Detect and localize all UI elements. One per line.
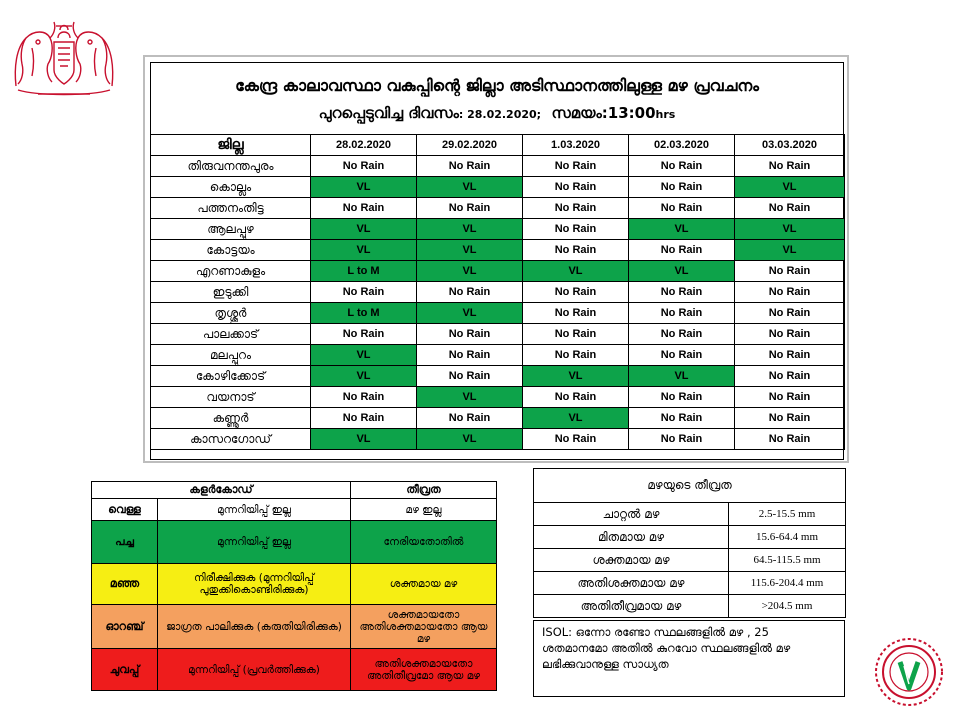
colour-intensity: അതിശക്തമായതോ അതിതീവ്രമോ ആയ മഴ	[351, 649, 497, 691]
forecast-cell: L to M	[311, 303, 417, 324]
district-name: കാസറഗോഡ്	[151, 429, 311, 450]
intensity-header: തീവ്രത	[351, 482, 497, 499]
time-label: സമയം	[551, 104, 602, 122]
forecast-cell: No Rain	[523, 303, 629, 324]
forecast-cell: No Rain	[523, 240, 629, 261]
district-name: പത്തനംതിട്ട	[151, 198, 311, 219]
forecast-cell: VL	[735, 240, 845, 261]
intensity-range: >204.5 mm	[729, 595, 846, 618]
table-row	[151, 219, 845, 240]
forecast-cell: No Rain	[735, 366, 845, 387]
intensity-row	[534, 549, 846, 572]
district-name: ഇടുക്കി	[151, 282, 311, 303]
intensity-row	[534, 595, 846, 618]
table-row	[151, 177, 845, 198]
date-header: 02.03.2020	[629, 135, 735, 156]
district-name: കോട്ടയം	[151, 240, 311, 261]
forecast-cell: No Rain	[629, 198, 735, 219]
forecast-cell: VL	[417, 387, 523, 408]
forecast-cell: No Rain	[417, 366, 523, 387]
time-value: :13:00	[601, 104, 656, 122]
forecast-cell: No Rain	[311, 408, 417, 429]
forecast-cell: VL	[523, 261, 629, 282]
forecast-cell: VL	[311, 366, 417, 387]
intensity-range: 115.6-204.4 mm	[729, 572, 846, 595]
forecast-cell: VL	[417, 261, 523, 282]
forecast-cell: No Rain	[523, 282, 629, 303]
time-unit: hrs	[655, 108, 676, 121]
forecast-cell: VL	[311, 219, 417, 240]
forecast-cell: No Rain	[735, 429, 845, 450]
issued-label: പുറപ്പെടുവിച്ച ദിവസം	[318, 104, 459, 122]
forecast-cell: No Rain	[735, 408, 845, 429]
forecast-cell: No Rain	[417, 408, 523, 429]
forecast-cell: No Rain	[311, 198, 417, 219]
intensity-row	[534, 526, 846, 549]
colour-name: വെള്ള	[92, 499, 158, 521]
colour-row-white	[92, 499, 497, 521]
forecast-cell: VL	[629, 219, 735, 240]
issued-date: : 28.02.2020;	[458, 108, 542, 121]
colour-intensity: നേരിയതോതിൽ	[351, 521, 497, 564]
forecast-cell: VL	[523, 366, 629, 387]
table-row	[151, 261, 845, 282]
forecast-cell: No Rain	[629, 240, 735, 261]
forecast-cell: No Rain	[629, 156, 735, 177]
district-name: കണ്ണൂർ	[151, 408, 311, 429]
forecast-cell: VL	[523, 408, 629, 429]
table-row	[151, 366, 845, 387]
forecast-cell: No Rain	[629, 303, 735, 324]
forecast-title: കേന്ദ്ര കാലാവസ്ഥാ വകുപ്പിന്റെ ജില്ലാ അടിസ്ഥാനത്തിലുള്ള മഴ പ്രവചനം	[235, 76, 759, 95]
colour-name: മഞ്ഞ	[92, 564, 158, 605]
forecast-cell: No Rain	[417, 324, 523, 345]
forecast-cell: No Rain	[735, 345, 845, 366]
forecast-cell: No Rain	[311, 324, 417, 345]
colour-row-yellow	[92, 564, 497, 605]
intensity-label: ചാറ്റൽ മഴ	[534, 503, 729, 526]
colour-intensity: ശക്തമായതോ അതിശക്തമായതോ ആയ മഴ	[351, 605, 497, 649]
colour-intensity: മഴ ഇല്ല	[351, 499, 497, 521]
colour-row-red	[92, 649, 497, 691]
forecast-cell: No Rain	[735, 261, 845, 282]
forecast-cell: No Rain	[629, 408, 735, 429]
district-name: എറണാകുളം	[151, 261, 311, 282]
forecast-cell: VL	[629, 261, 735, 282]
forecast-cell: No Rain	[629, 387, 735, 408]
colour-name: പച്ച	[92, 521, 158, 564]
date-header: 03.03.2020	[735, 135, 845, 156]
district-name: മലപ്പുറം	[151, 345, 311, 366]
forecast-cell: No Rain	[417, 282, 523, 303]
isol-note: ISOL: ഒന്നോ രണ്ടോ സ്ഥലങ്ങളിൽ മഴ , 25 ശതമാനമോ അതിൽ കുറവോ സ്ഥലങ്ങളിൽ മഴ ലഭിക്കുവാനുള്ള സാധ്യത	[533, 620, 845, 697]
colour-meaning: നിരീക്ഷിക്കുക (മുന്നറിയിപ്പ് പുതുക്കികൊണ്ടിരിക്കുക)	[158, 564, 351, 605]
district-name: കൊല്ലം	[151, 177, 311, 198]
rain-intensity-table	[533, 468, 846, 618]
disaster-management-authority-logo-icon	[873, 632, 945, 712]
rain-intensity-header: മഴയുടെ തീവ്രത	[534, 469, 846, 503]
forecast-cell: VL	[311, 240, 417, 261]
forecast-cell: No Rain	[417, 198, 523, 219]
forecast-cell: No Rain	[523, 324, 629, 345]
forecast-cell: No Rain	[417, 345, 523, 366]
forecast-cell: No Rain	[523, 345, 629, 366]
table-row	[151, 282, 845, 303]
forecast-cell: VL	[629, 366, 735, 387]
forecast-cell: No Rain	[735, 324, 845, 345]
forecast-cell: VL	[735, 219, 845, 240]
forecast-cell: VL	[735, 177, 845, 198]
colour-code-header: കളർകോഡ്	[92, 482, 351, 499]
intensity-row	[534, 572, 846, 595]
intensity-label: ശക്തമായ മഴ	[534, 549, 729, 572]
forecast-issued-line	[150, 104, 844, 122]
forecast-cell: No Rain	[523, 429, 629, 450]
forecast-cell: VL	[311, 177, 417, 198]
intensity-range: 15.6-64.4 mm	[729, 526, 846, 549]
forecast-cell: VL	[417, 429, 523, 450]
table-header-row	[151, 135, 845, 156]
colour-header-row	[92, 482, 497, 499]
colour-meaning: മുന്നറിയിപ്പ് (പ്രവർത്തിക്കുക)	[158, 649, 351, 691]
district-name: തൃശ്ശൂർ	[151, 303, 311, 324]
intensity-label: അതിതീവ്രമായ മഴ	[534, 595, 729, 618]
intensity-label: അതിശക്തമായ മഴ	[534, 572, 729, 595]
table-row	[151, 156, 845, 177]
intensity-range: 2.5-15.5 mm	[729, 503, 846, 526]
forecast-cell: No Rain	[735, 156, 845, 177]
forecast-cell: No Rain	[311, 156, 417, 177]
table-row	[151, 408, 845, 429]
colour-intensity: ശക്തമായ മഴ	[351, 564, 497, 605]
table-row	[151, 324, 845, 345]
date-header: 29.02.2020	[417, 135, 523, 156]
intensity-label: മിതമായ മഴ	[534, 526, 729, 549]
colour-row-green	[92, 521, 497, 564]
forecast-cell: No Rain	[523, 387, 629, 408]
forecast-cell: No Rain	[523, 177, 629, 198]
date-header: 28.02.2020	[311, 135, 417, 156]
district-name: പാലക്കാട്	[151, 324, 311, 345]
forecast-cell: VL	[417, 240, 523, 261]
colour-name: ഓറഞ്ച്	[92, 605, 158, 649]
colour-meaning: മുന്നറിയിപ്പ് ഇല്ല	[158, 521, 351, 564]
forecast-cell: No Rain	[629, 429, 735, 450]
forecast-cell: VL	[311, 429, 417, 450]
forecast-cell: No Rain	[523, 198, 629, 219]
forecast-cell: No Rain	[735, 282, 845, 303]
table-row	[151, 303, 845, 324]
forecast-cell: No Rain	[629, 345, 735, 366]
colour-meaning: മുന്നറിയിപ്പ് ഇല്ല	[158, 499, 351, 521]
kerala-state-emblem-icon	[8, 8, 120, 100]
forecast-cell: VL	[417, 303, 523, 324]
intensity-range: 64.5-115.5 mm	[729, 549, 846, 572]
forecast-cell: No Rain	[417, 156, 523, 177]
table-row	[151, 345, 845, 366]
table-row	[151, 387, 845, 408]
forecast-cell: L to M	[311, 261, 417, 282]
forecast-cell: No Rain	[735, 303, 845, 324]
colour-name: ചുവപ്പ്	[92, 649, 158, 691]
district-forecast-table	[150, 134, 845, 450]
district-name: വയനാട്	[151, 387, 311, 408]
forecast-cell: VL	[311, 345, 417, 366]
forecast-cell: No Rain	[523, 219, 629, 240]
forecast-cell: No Rain	[311, 282, 417, 303]
forecast-cell: No Rain	[629, 324, 735, 345]
district-name: ആലപ്പുഴ	[151, 219, 311, 240]
colour-meaning: ജാഗ്രത പാലിക്കുക (കരുതിയിരിക്കുക)	[158, 605, 351, 649]
forecast-cell: VL	[417, 219, 523, 240]
district-header: ജില്ല	[151, 135, 311, 156]
intensity-header-row	[534, 469, 846, 503]
colour-code-table	[91, 481, 497, 691]
forecast-cell: No Rain	[311, 387, 417, 408]
table-row	[151, 429, 845, 450]
forecast-cell: No Rain	[735, 387, 845, 408]
forecast-cell: No Rain	[523, 156, 629, 177]
forecast-cell: No Rain	[629, 282, 735, 303]
table-row	[151, 240, 845, 261]
colour-row-orange	[92, 605, 497, 649]
district-name: തിരുവനന്തപുരം	[151, 156, 311, 177]
table-row	[151, 198, 845, 219]
forecast-cell: No Rain	[735, 198, 845, 219]
forecast-cell: No Rain	[629, 177, 735, 198]
date-header: 1.03.2020	[523, 135, 629, 156]
forecast-cell: VL	[417, 177, 523, 198]
intensity-row	[534, 503, 846, 526]
district-name: കോഴിക്കോട്	[151, 366, 311, 387]
